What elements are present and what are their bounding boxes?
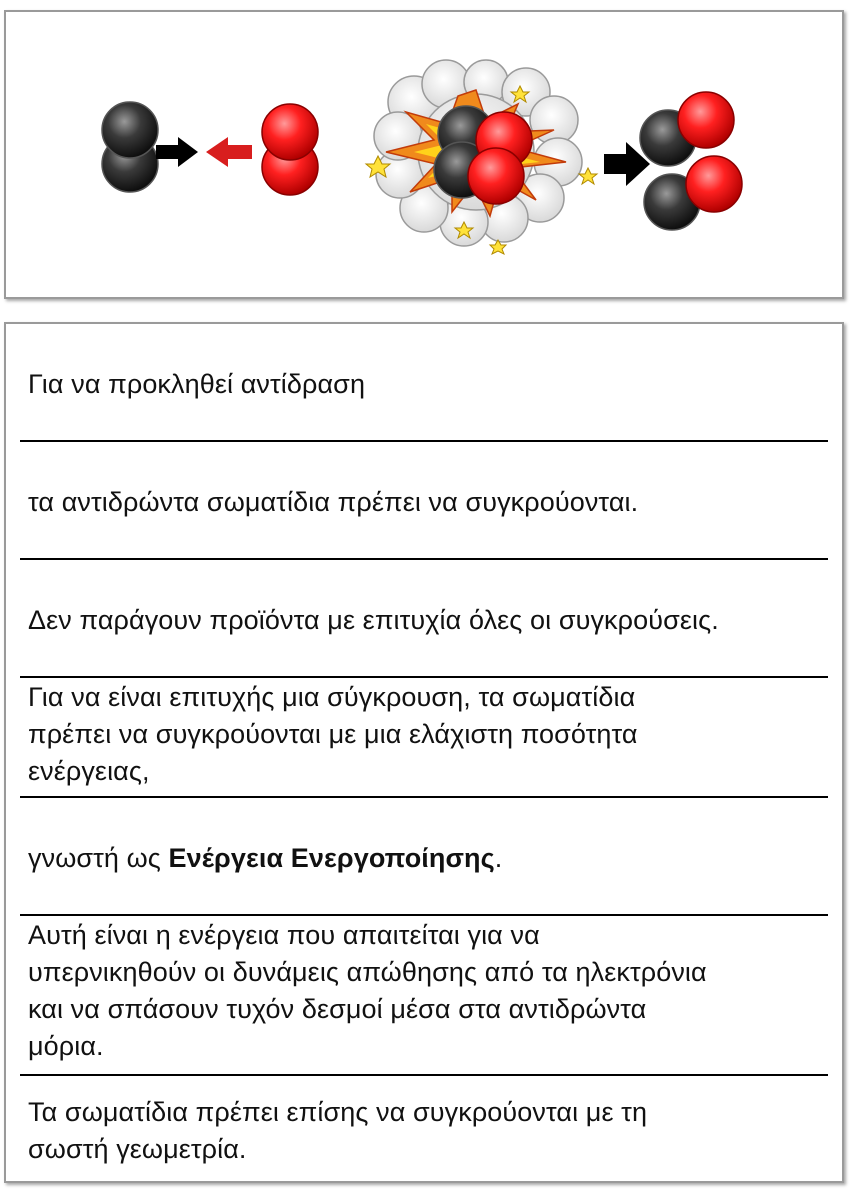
statement-4-line: Για να είναι επιτυχής μια σύγκρουση, τα σωματίδια — [28, 682, 636, 712]
illustration-panel — [4, 10, 844, 299]
statement-4-line: ενέργειας, — [28, 756, 150, 786]
statement-5-prefix: γνωστή ως — [28, 843, 169, 873]
product-molecule-top — [640, 92, 734, 166]
explosion-icon — [366, 60, 597, 254]
divider-line — [20, 1074, 828, 1076]
red-arrow-icon — [206, 137, 252, 167]
statement-6-line: μόρια. — [28, 1031, 104, 1061]
statement-2: τα αντιδρώντα σωματίδια πρέπει να συγκρούονται. — [28, 487, 639, 517]
divider-line — [20, 796, 828, 798]
activation-energy-term: Ενέργεια Ενεργοποίησης — [168, 843, 495, 873]
divider-line — [20, 440, 828, 442]
statement-7-line: Τα σωματίδια πρέπει επίσης να συγκρούονται με τη — [28, 1097, 648, 1127]
statement-6 — [6, 917, 842, 1065]
statement-4 — [6, 679, 842, 790]
statement-3: Δεν παράγουν προϊόντα με επιτυχία όλες οι συγκρούσεις. — [28, 605, 719, 635]
divider-line — [20, 914, 828, 916]
product-molecule-bottom — [644, 156, 742, 230]
statement-7-line: σωστή γεωμετρία. — [28, 1134, 247, 1164]
dark-molecule-left — [102, 102, 158, 192]
statement-5 — [6, 840, 842, 877]
statement-6-line: υπερνικηθούν οι δυνάμεις απώθησης από τα ηλεκτρόνια — [28, 957, 707, 987]
red-molecule-left — [262, 104, 318, 195]
statements-panel — [4, 322, 844, 1183]
statement-6-line: Αυτή είναι η ενέργεια που απαιτείται για να — [28, 920, 540, 950]
statement-4-line: πρέπει να συγκρούονται με μια ελάχιστη ποσότητα — [28, 719, 638, 749]
statement-6-line: και να σπάσουν τυχόν δεσμοί μέσα στα αντιδρώντα — [28, 994, 647, 1024]
divider-line — [20, 558, 828, 560]
statement-5-suffix: . — [494, 843, 503, 873]
statement-1: Για να προκληθεί αντίδραση — [28, 369, 366, 399]
divider-line — [20, 676, 828, 678]
molecule-collision-icon — [6, 12, 842, 297]
statement-7 — [6, 1094, 842, 1168]
black-arrow-icon — [156, 137, 198, 167]
